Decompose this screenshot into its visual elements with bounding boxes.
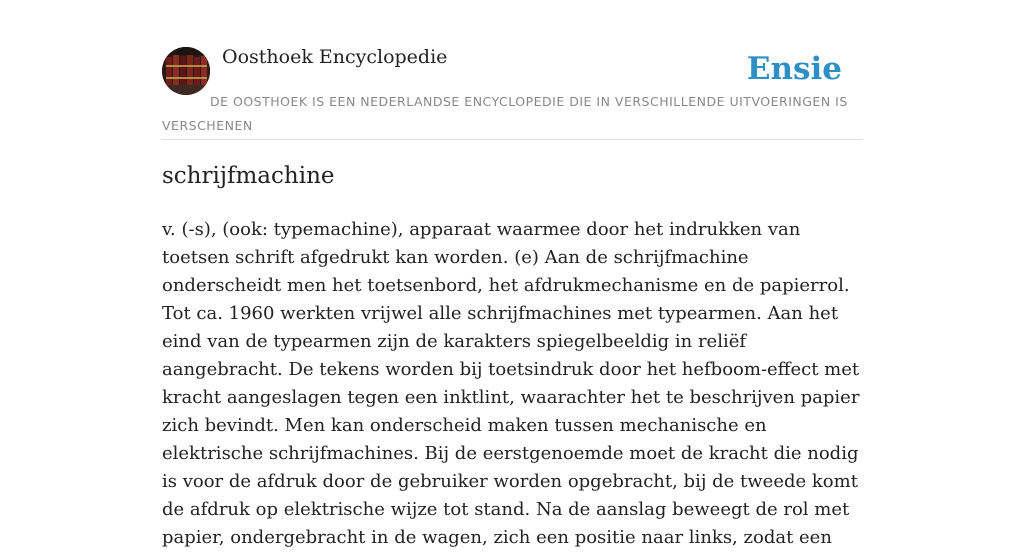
- article-title: schrijfmachine: [162, 163, 335, 189]
- encyclopedia-books-icon[interactable]: [162, 47, 210, 95]
- site-name[interactable]: Oosthoek Encyclopedie: [222, 46, 448, 68]
- article-body: v. (-s), (ook: typemachine), apparaat waarmee door het indrukken van toetsen schrift afgedrukt kan worden. (e) Aan de schrijfmachine onderscheidt men het toetsenbord, het afdrukmechanisme en de papierrol. Tot ca. 1960 werkten vrijwel alle schrijfmachines met typearmen. Aan het eind van de typearmen zijn de karakters spiegelbeeldig in reliëf aangebracht. De tekens worden bij toetsindruk door het hefboom-effect met kracht aangeslagen tegen een inktlint, waarachter het te beschrijven papier zich bevindt. Men kan onderscheid maken tussen mechanische en elektrische schrijfmachines. Bij de eerstgenoemde moet de kracht die nodig is voor de afdruk door de gebruiker worden opgebracht, bij de tweede komt de afdruk op elektrische wijze tot stand. Na de aanslag beweegt de rol met papier, ondergebracht in de wagen, zich een positie naar links, zodat een: [162, 219, 860, 548]
- header-divider: [162, 139, 862, 140]
- brand-logo[interactable]: Ensie: [746, 51, 842, 87]
- site-tagline: DE OOSTHOEK IS EEN NEDERLANDSE ENCYCLOPEDIE DIE IN VERSCHILLENDE UITVOERINGEN IS VERSCHENEN: [162, 94, 848, 133]
